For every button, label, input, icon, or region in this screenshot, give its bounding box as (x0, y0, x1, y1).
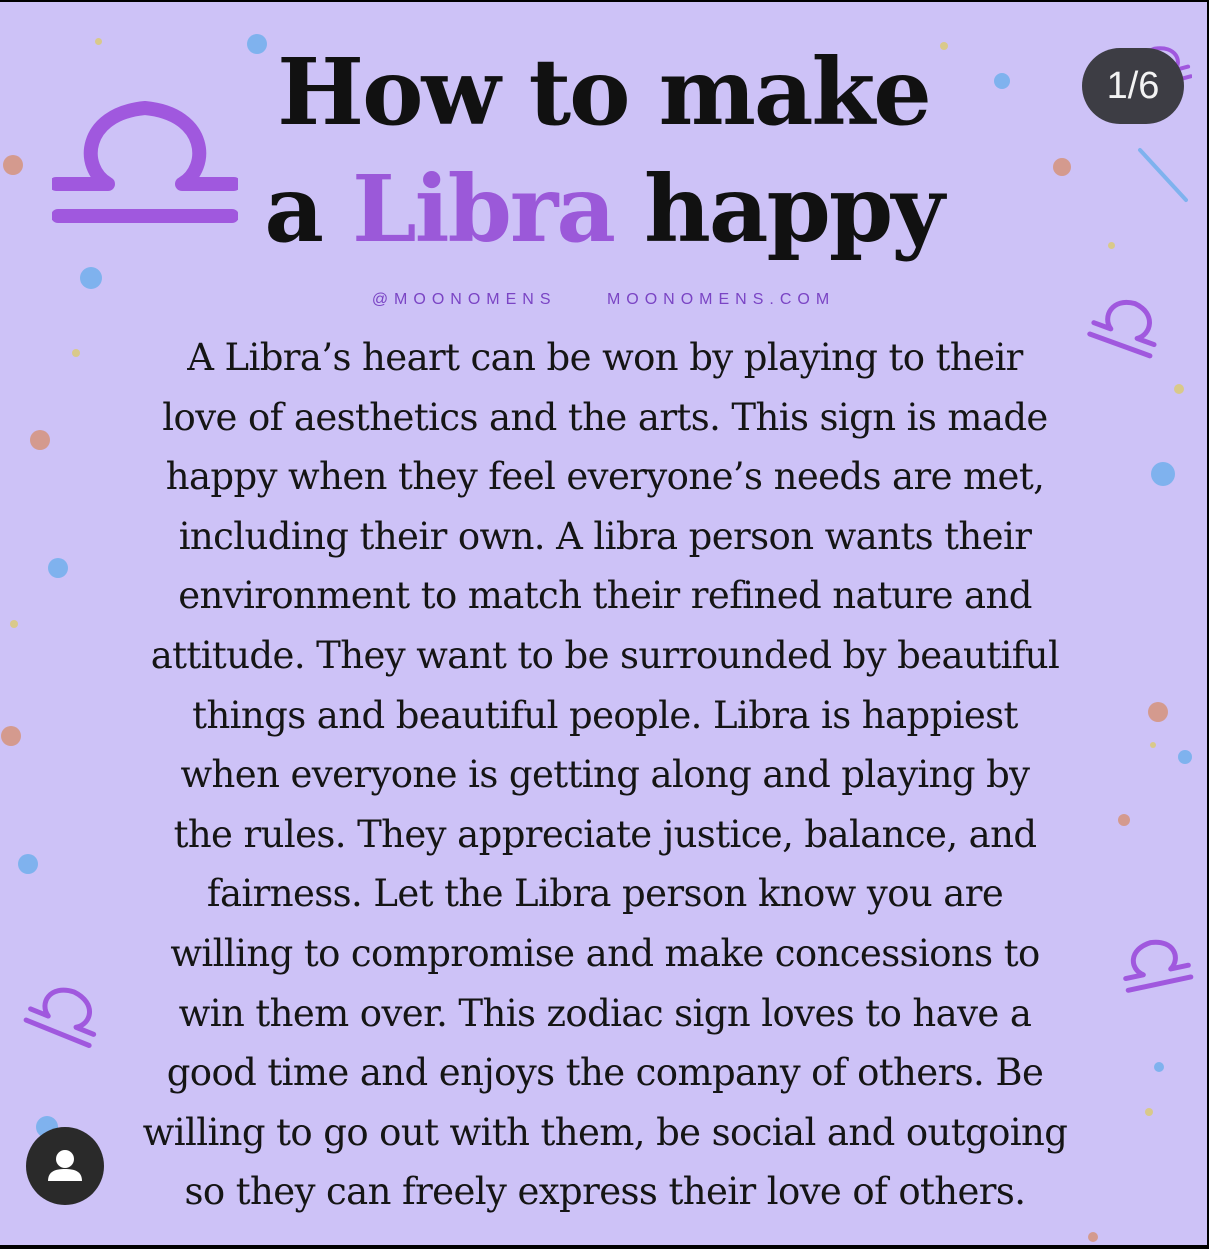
page-title-line1: How to make (277, 38, 930, 146)
profile-button[interactable] (26, 1127, 104, 1205)
body-line: attitude. They want to be surrounded by beautiful (150, 633, 1060, 677)
libra-icon (1118, 934, 1194, 1000)
body-line: willing to go out with them, be social and outgoing (142, 1110, 1068, 1154)
decor-dot (48, 558, 68, 578)
body-line: the rules. They appreciate justice, balance, and (173, 812, 1037, 856)
title-prefix: a (264, 155, 322, 263)
body-text (110, 328, 1100, 1222)
user-icon (26, 1127, 104, 1205)
decor-dot (1174, 384, 1184, 394)
decor-dot (1178, 750, 1192, 764)
decor-dot (1151, 462, 1175, 486)
body-line: things and beautiful people. Libra is happiest (192, 693, 1018, 737)
decor-dot (80, 267, 102, 289)
body-line: so they can freely express their love of others. (184, 1170, 1026, 1214)
page-counter: 1/6 (1082, 48, 1184, 124)
body-line: including their own. A libra person wants their (178, 514, 1032, 558)
body-line: fairness. Let the Libra person know you are (206, 872, 1004, 916)
decor-dot (1118, 814, 1130, 826)
credits (0, 291, 1207, 309)
body-line: willing to compromise and make concessions to (170, 931, 1040, 975)
page-title-line2 (0, 155, 1207, 263)
decor-dot (1154, 1062, 1164, 1072)
body-line: happy when they feel everyone’s needs are met, (165, 455, 1045, 499)
decor-dot (1088, 1232, 1098, 1242)
body-line: when everyone is getting along and playing by (180, 753, 1030, 797)
social-handle: @MOONOMENS (371, 291, 557, 308)
body-line: A Libra’s heart can be won by playing to their (187, 336, 1023, 379)
story-card (0, 2, 1207, 1245)
decor-dot (10, 620, 18, 628)
decor-dot (30, 430, 50, 450)
body-line: good time and enjoys the company of others. Be (166, 1051, 1044, 1095)
decor-dot (72, 349, 80, 357)
body-line: environment to match their refined nature and (178, 574, 1032, 618)
website-link: MOONOMENS.COM (606, 291, 836, 308)
decor-dot (1145, 1108, 1153, 1116)
body-line: win them over. This zodiac sign loves to have a (178, 991, 1032, 1035)
decor-dot (1150, 742, 1156, 748)
libra-icon (22, 982, 106, 1052)
decor-dot (18, 854, 38, 874)
title-suffix: happy (644, 155, 943, 263)
body-line: love of aesthetics and the arts. This sign is made (162, 395, 1048, 439)
decor-dot (1148, 702, 1168, 722)
decor-dot (1, 726, 21, 746)
title-accent: Libra (351, 155, 615, 263)
